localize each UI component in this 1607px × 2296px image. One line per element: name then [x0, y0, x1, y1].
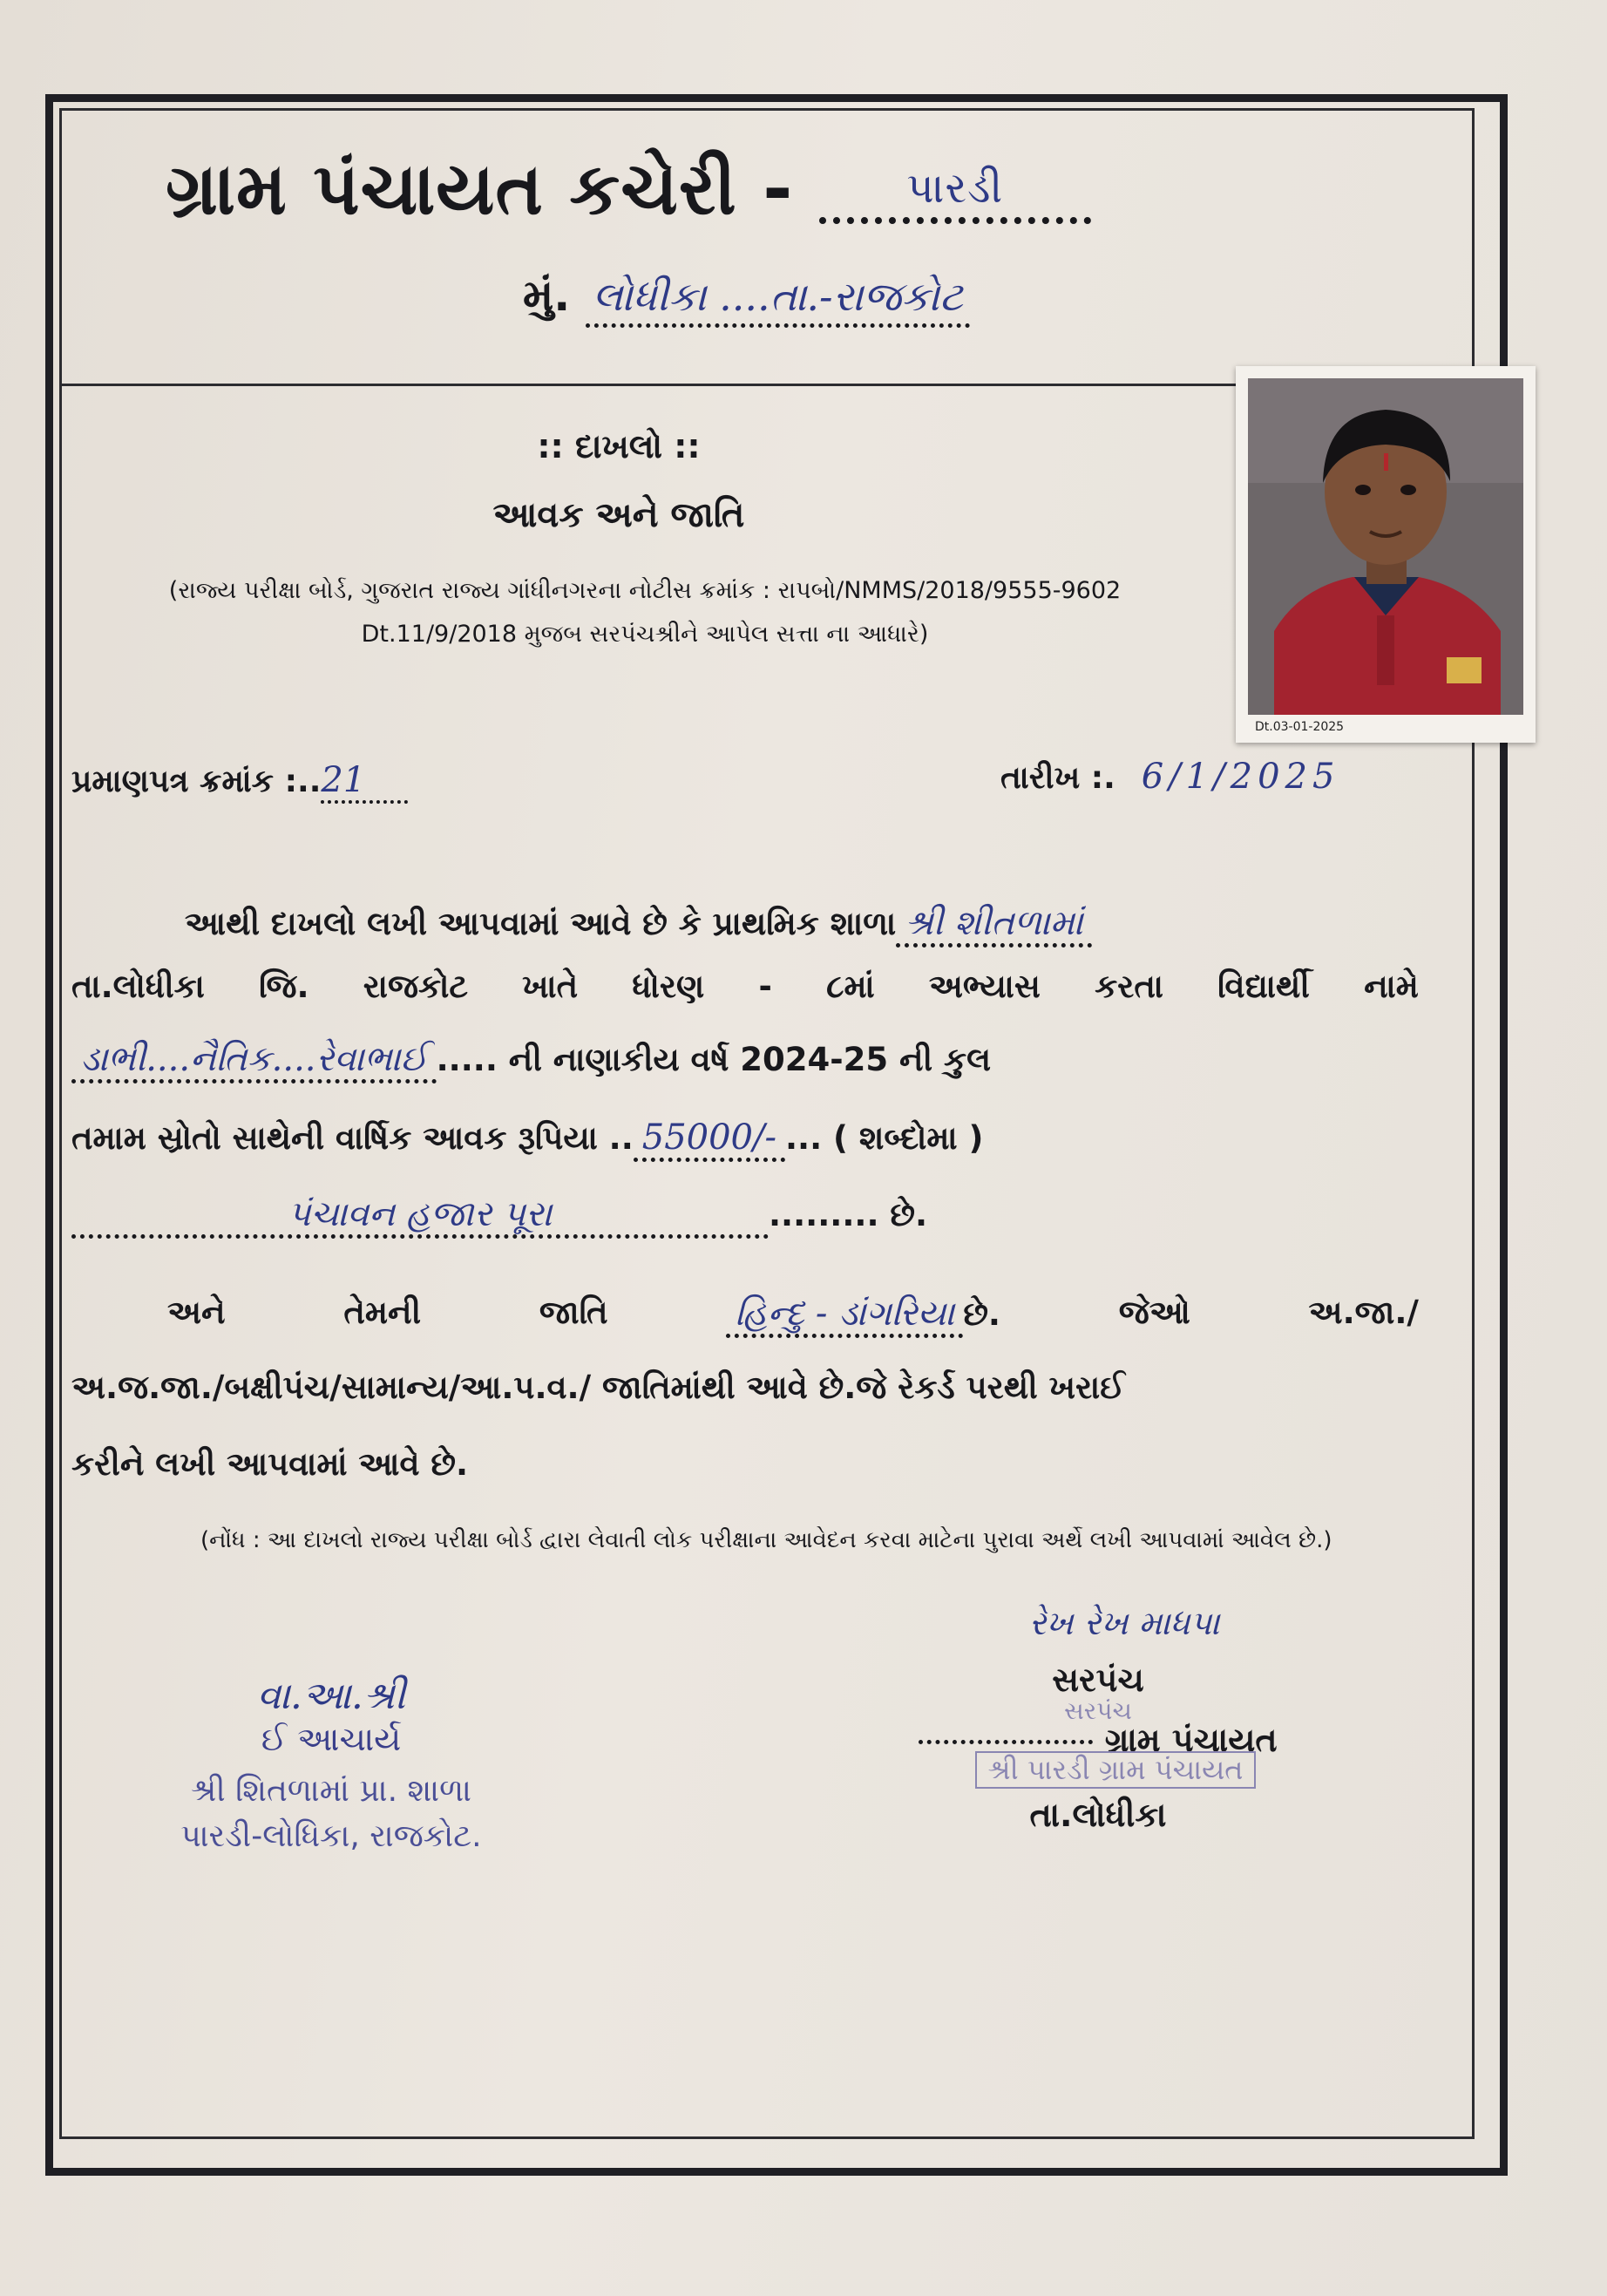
certificate-subheading: આવક અને જાતિ — [492, 495, 745, 535]
certificate-number-value: 21 — [321, 760, 408, 804]
body-line-3-suffix: ..... ની નાણાકીય વર્ષ 2024-25 ની કુલ — [436, 1041, 992, 1078]
line2-word: ધોરણ — [632, 968, 705, 1005]
certificate-heading: :: દાખલો :: — [537, 427, 701, 465]
line2-word: કરતા — [1095, 968, 1163, 1005]
office-title-text: ગ્રામ પંચાયત કચેરી - — [166, 148, 819, 231]
body-line-4-suffix: ... ( શબ્દોમા ) — [785, 1119, 984, 1157]
principal-stamp-line2: પારડી-લોધિકા, રાજકોટ. — [180, 1818, 482, 1854]
certificate-number-label: પ્રમાણપત્ર ક્રમાંક :.. — [71, 764, 322, 799]
line2-word: રાજકોટ — [363, 968, 468, 1005]
line2-word: ખાતે — [522, 968, 579, 1005]
student-photo — [1236, 366, 1536, 743]
taluka-name: તા.લોધીકા — [1029, 1796, 1167, 1834]
line2-word: - — [758, 968, 772, 1005]
income-figure: 55000/- — [634, 1117, 785, 1162]
notice-reference-line1: (રાજ્ય પરીક્ષા બોર્ડ, ગુજરાત રાજ્ય ગાંધીનગરના નોટીસ ક્રમાંક : રાપબો/NMMS/2018/9555-9602 — [168, 577, 1122, 604]
student-name: ડાભી....નૈતિક....રેવાભાઈ — [71, 1039, 437, 1083]
footnote: (નોંધ : આ દાખલો રાજ્ય પરીક્ષા બોર્ડ દ્વારા લેવાતી લોક પરીક્ષાના આવેદન કરવા માટેના પુરાવા અર્થે લખી આપવામાં આવેલ છે.) — [200, 1527, 1332, 1553]
body-line-4-prefix: તમામ સ્રોતો સાથેની વાર્ષિક આવક રૂપિયા .. — [71, 1119, 634, 1157]
line6-and: અને — [167, 1294, 226, 1331]
body-line-2 — [71, 968, 1419, 1006]
panchayat-dots — [919, 1740, 1093, 1744]
body-line-1-text: આથી દાખલો લખી આપવામાં આવે છે કે પ્રાથમિક શાળા — [185, 905, 897, 942]
sarpanch-signature-block — [845, 1604, 1351, 1835]
principal-stamp-line1: શ્રી શિતળામાં પ્રા. શાળા — [191, 1773, 471, 1809]
principal-signature-block — [139, 1674, 523, 1855]
certificate-date-label: તારીખ :. — [1000, 760, 1115, 796]
line2-word: અભ્યાસ — [928, 968, 1041, 1005]
photo-date-stamp: Dt.03-01-2025 — [1255, 720, 1345, 734]
body-line-5-suffix: ......... છે. — [769, 1196, 928, 1233]
certificate-number — [71, 760, 408, 804]
body-line-6 — [71, 1294, 1419, 1338]
student-portrait — [1248, 378, 1523, 715]
school-name: શ્રી શીતળામાં — [896, 903, 1092, 948]
body-line-7: અ.જ.જા./બક્ષીપંચ/સામાન્ય/આ.પ.વ./ જાતિમાંથી આવે છે.જે રેકર્ડ પરથી ખરાઈ — [71, 1369, 1125, 1406]
principal-role: ઈ આચાર્ય — [261, 1720, 402, 1758]
caste-value: હિન્દુ - ડાંગરિયા — [726, 1294, 963, 1338]
line2-word: નામે — [1364, 968, 1419, 1005]
body-line-1 — [71, 903, 1532, 948]
office-title — [166, 148, 1091, 232]
line6-suffix: છે. — [963, 1295, 1000, 1333]
line2-word: તા.લોધીકા — [71, 968, 205, 1005]
line6-caste-label: જાતિ — [539, 1294, 608, 1331]
line2-word: ૮માં — [826, 968, 875, 1005]
body-line-5 — [71, 1194, 1419, 1239]
line2-word: જિ. — [259, 968, 309, 1005]
line6-their: તેમની — [343, 1294, 422, 1331]
header-divider — [59, 384, 1237, 386]
sarpanch-stamp-faint: સરપંચ — [1064, 1696, 1132, 1725]
body-line-3 — [71, 1039, 1419, 1083]
notice-reference-line2: Dt.11/9/2018 મુજબ સરપંચશ્રીને આપેલ સત્તા ના આધારે) — [361, 621, 929, 648]
certificate-date-value: 6/1/2025 — [1141, 757, 1340, 797]
panchayat-name: ગ્રામ પંચાયત — [1104, 1721, 1278, 1759]
line2-word: વિદ્યાર્થી — [1217, 968, 1310, 1005]
sarpanch-signature: રેખ રેખ માધપા — [1028, 1604, 1220, 1642]
panchayat-stamp: શ્રી પારડી ગ્રામ પંચાયત — [975, 1751, 1255, 1789]
address-prefix: મું. — [523, 270, 571, 321]
body-line-4 — [71, 1117, 1419, 1162]
village-name: પારડી — [819, 164, 1091, 224]
address-value: લોધીકા ....તા.-રાજકોટ — [586, 273, 970, 328]
line6-category: અ.જા./ — [1308, 1294, 1419, 1331]
portrait-illustration — [1248, 378, 1523, 715]
principal-signature: વા.આ.શ્રી — [256, 1674, 406, 1718]
line6-who: જેઓ — [1118, 1294, 1190, 1331]
certificate-date — [1000, 757, 1339, 797]
income-in-words: પંચાવન હજાર પૂરા — [71, 1194, 769, 1239]
body-line-8: કરીને લખી આપવામાં આવે છે. — [71, 1445, 469, 1483]
sarpanch-post: સરપંચ — [1052, 1661, 1144, 1699]
office-address — [523, 270, 970, 328]
